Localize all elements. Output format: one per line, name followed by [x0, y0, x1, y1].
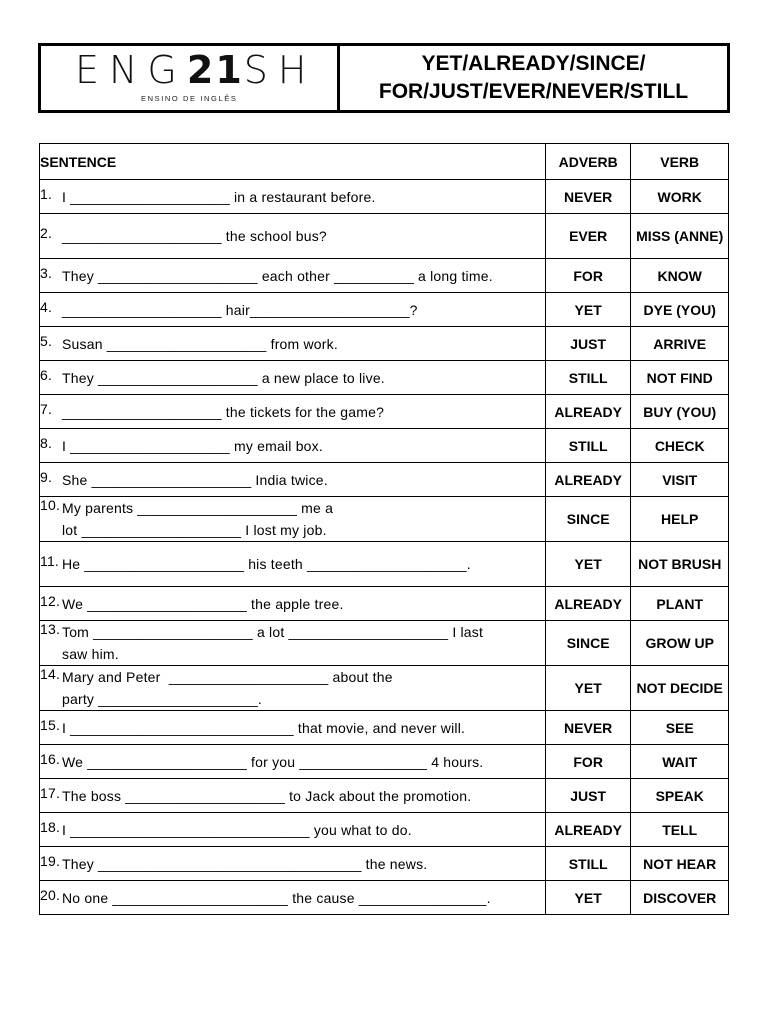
table-row [40, 847, 729, 881]
row-number: 1. [40, 185, 53, 202]
row-number: 18. [40, 818, 61, 835]
row-number: 17. [40, 784, 61, 801]
adverb-cell: YET [545, 542, 630, 587]
sentence-cell [40, 327, 546, 361]
sentence-cell [40, 587, 546, 621]
sentence-text: ____________________ hair____________________? [62, 301, 418, 318]
table-row [40, 497, 729, 542]
sentence-text: The boss ____________________ to Jack about the promotion. [62, 787, 472, 804]
sentence-text: I ____________________ my email box. [62, 437, 323, 454]
worksheet-header [38, 43, 730, 113]
verb-cell: VISIT [631, 463, 729, 497]
verb-cell: DISCOVER [631, 881, 729, 915]
table-row [40, 180, 729, 214]
adverb-cell: FOR [545, 259, 630, 293]
row-number: 2. [40, 225, 53, 241]
sentence-cell [40, 881, 546, 915]
adverb-cell: SINCE [545, 497, 630, 542]
sentence-cell [40, 361, 546, 395]
row-number: 3. [40, 264, 53, 281]
table-header-row [40, 144, 729, 180]
row-number: 12. [40, 592, 61, 609]
verb-cell: TELL [631, 813, 729, 847]
sentence-text: ____________________ the school bus? [62, 228, 327, 244]
table-row [40, 779, 729, 813]
sentence-text: Susan ____________________ from work. [62, 335, 338, 352]
sentence-text: No one ______________________ the cause ________________. [62, 889, 491, 906]
verb-cell: SEE [631, 711, 729, 745]
sentence-cell [40, 847, 546, 881]
verb-cell: GROW UP [631, 621, 729, 666]
verb-cell: MISS (ANNE) [631, 214, 729, 259]
table-row [40, 361, 729, 395]
adverb-cell: FOR [545, 745, 630, 779]
logo [41, 46, 340, 110]
sentence-text: They _________________________________ the news. [62, 855, 428, 872]
table-row [40, 293, 729, 327]
sentence-cell [40, 813, 546, 847]
exercise-table [39, 143, 729, 915]
sentence-text: We ____________________ for you ________________ 4 hours. [62, 753, 484, 770]
verb-cell: NOT DECIDE [631, 666, 729, 711]
sentence-text: We ____________________ the apple tree. [62, 595, 344, 612]
table-row [40, 621, 729, 666]
header-adverb: ADVERB [545, 144, 630, 180]
header-sentence: SENTENCE [40, 144, 546, 180]
verb-cell: KNOW [631, 259, 729, 293]
sentence-text: Tom ____________________ a lot ____________________ I last saw him. [62, 624, 484, 662]
table-row [40, 881, 729, 915]
sentence-cell [40, 711, 546, 745]
verb-cell: WORK [631, 180, 729, 214]
sentence-cell [40, 463, 546, 497]
adverb-cell: STILL [545, 847, 630, 881]
sentence-cell [40, 180, 546, 214]
adverb-cell: ALREADY [545, 395, 630, 429]
verb-cell: ARRIVE [631, 327, 729, 361]
adverb-cell: ALREADY [545, 813, 630, 847]
row-number: 19. [40, 852, 61, 869]
sentence-text: I ______________________________ you what to do. [62, 821, 412, 838]
header-verb: VERB [631, 144, 729, 180]
table-row [40, 429, 729, 463]
row-number: 6. [40, 366, 53, 383]
adverb-cell: YET [545, 881, 630, 915]
verb-cell: NOT FIND [631, 361, 729, 395]
table-row [40, 587, 729, 621]
row-number: 20. [40, 886, 61, 903]
table-row [40, 395, 729, 429]
logo-part-1: ENG [75, 48, 187, 92]
adverb-cell: ALREADY [545, 463, 630, 497]
adverb-cell: YET [545, 666, 630, 711]
sentence-text: ____________________ the tickets for the game? [62, 403, 385, 420]
verb-cell: HELP [631, 497, 729, 542]
row-number: 5. [40, 332, 53, 349]
sentence-text: He ____________________ his teeth ____________________. [62, 556, 471, 572]
row-number: 8. [40, 434, 53, 451]
verb-cell: NOT HEAR [631, 847, 729, 881]
sentence-text: I ____________________ in a restaurant before. [62, 188, 376, 205]
sentence-cell [40, 429, 546, 463]
row-number: 15. [40, 716, 61, 733]
table-row [40, 542, 729, 587]
title-line-1: YET/ALREADY/SINCE/ [421, 52, 646, 75]
sentence-cell [40, 745, 546, 779]
adverb-cell: STILL [545, 429, 630, 463]
table-row [40, 463, 729, 497]
sentence-text: She ____________________ India twice. [62, 471, 328, 488]
row-number: 4. [40, 298, 53, 315]
verb-cell: SPEAK [631, 779, 729, 813]
logo-subtitle: ENSINO DE INGLÊS [141, 94, 238, 103]
adverb-cell: SINCE [545, 621, 630, 666]
row-number: 7. [40, 400, 53, 417]
verb-cell: NOT BRUSH [631, 542, 729, 587]
row-number: 14. [40, 666, 61, 682]
sentence-text: Mary and Peter ____________________ about the party ____________________. [62, 669, 393, 707]
sentence-cell [40, 395, 546, 429]
logo-part-2: SH [243, 48, 317, 92]
sentence-cell [40, 779, 546, 813]
title-line-2: FOR/JUST/EVER/NEVER/STILL [378, 80, 689, 103]
row-number: 11. [40, 553, 60, 569]
verb-cell: DYE (YOU) [631, 293, 729, 327]
sentence-text: They ____________________ each other __________ a long time. [62, 267, 493, 284]
table-row [40, 666, 729, 711]
logo-wordmark [75, 50, 316, 90]
adverb-cell: JUST [545, 779, 630, 813]
verb-cell: CHECK [631, 429, 729, 463]
sentence-cell [40, 214, 546, 259]
adverb-cell: STILL [545, 361, 630, 395]
verb-cell: BUY (YOU) [631, 395, 729, 429]
sentence-cell [40, 666, 546, 711]
row-number: 10. [40, 497, 61, 513]
sentence-cell [40, 542, 546, 587]
sentence-text: They ____________________ a new place to live. [62, 369, 385, 386]
worksheet-title [340, 46, 727, 110]
adverb-cell: YET [545, 293, 630, 327]
table-row [40, 711, 729, 745]
row-number: 13. [40, 621, 61, 637]
adverb-cell: NEVER [545, 180, 630, 214]
adverb-cell: ALREADY [545, 587, 630, 621]
table-row [40, 214, 729, 259]
sentence-text: I ____________________________ that movie, and never will. [62, 719, 466, 736]
sentence-cell [40, 497, 546, 542]
adverb-cell: NEVER [545, 711, 630, 745]
table-row [40, 813, 729, 847]
table-row [40, 327, 729, 361]
row-number: 16. [40, 750, 61, 767]
verb-cell: WAIT [631, 745, 729, 779]
table-row [40, 745, 729, 779]
logo-number: 21 [186, 48, 244, 92]
verb-cell: PLANT [631, 587, 729, 621]
adverb-cell: EVER [545, 214, 630, 259]
table-row [40, 259, 729, 293]
sentence-cell [40, 621, 546, 666]
sentence-cell [40, 293, 546, 327]
sentence-cell [40, 259, 546, 293]
sentence-text: My parents ____________________ me a lot ____________________ I lost my job. [62, 500, 334, 538]
row-number: 9. [40, 468, 53, 485]
adverb-cell: JUST [545, 327, 630, 361]
